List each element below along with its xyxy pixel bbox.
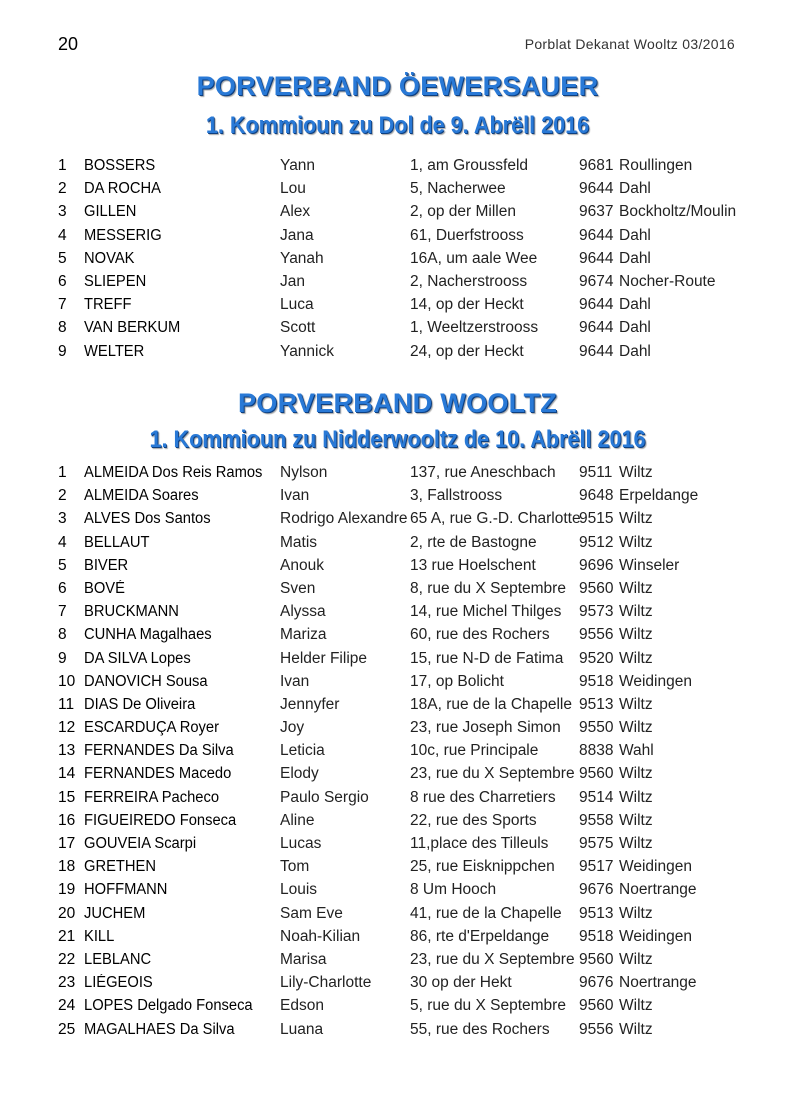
street-address: 5, rue du X Septembre <box>410 997 566 1015</box>
postal-code: 9517 <box>579 858 614 876</box>
first-name: Lucas <box>280 835 322 852</box>
city: Wiltz <box>619 997 653 1015</box>
street-address: 8, rue du X Septembre <box>410 579 566 597</box>
list-item <box>58 556 758 579</box>
last-name: WELTER <box>84 342 145 360</box>
last-name: DA SILVA Lopes <box>84 649 191 667</box>
street-address: 8 Um Hooch <box>410 881 497 899</box>
postal-code: 9513 <box>579 695 614 713</box>
first-name: Leticia <box>280 742 325 760</box>
first-name: Yanah <box>280 249 324 267</box>
postal-code: 9648 <box>579 487 614 505</box>
postal-code: 9511 <box>579 464 613 481</box>
postal-code: 9644 <box>579 319 614 337</box>
city: Wiltz <box>619 950 653 968</box>
last-name: BELLAUT <box>84 533 150 551</box>
last-name: GOUVEIA Scarpi <box>84 835 197 852</box>
row-number: 8 <box>58 626 67 644</box>
city: Noertrange <box>619 881 697 899</box>
first-name: Nylson <box>280 464 328 481</box>
postal-code: 9644 <box>579 180 614 198</box>
first-name: Lou <box>280 180 306 198</box>
section-title-oewersauer: PORVERBAND ÖEWERSAUER <box>196 71 599 101</box>
street-address: 23, rue du X Septembre <box>410 765 575 783</box>
street-address: 5, Nacherwee <box>410 180 506 198</box>
first-name: Sam Eve <box>280 904 343 922</box>
city: Dahl <box>619 226 651 244</box>
last-name: HOFFMANN <box>84 881 168 899</box>
first-name: Aline <box>280 811 315 829</box>
street-address: 14, op der Heckt <box>410 296 524 314</box>
last-name: ALMEIDA Dos Reis Ramos <box>84 464 263 481</box>
first-name: Noah-Kilian <box>280 927 361 945</box>
last-name: BRUCKMANN <box>84 603 179 621</box>
city: Wiltz <box>619 719 653 737</box>
last-name: SLIEPEN <box>84 272 147 290</box>
last-name: DA ROCHA <box>84 180 161 198</box>
first-name: Mariza <box>280 626 327 644</box>
postal-code: 9560 <box>579 950 614 968</box>
postal-code: 9575 <box>579 835 614 852</box>
postal-code: 9550 <box>579 719 614 737</box>
city: Wiltz <box>619 1020 653 1038</box>
street-address: 30 op der Hekt <box>410 974 512 992</box>
list-item <box>58 788 758 811</box>
list-item <box>58 179 758 202</box>
last-name: VAN BERKUM <box>84 319 181 337</box>
postal-code: 9676 <box>579 974 614 992</box>
list-item <box>58 672 758 695</box>
street-address: 1, am Groussfeld <box>410 157 529 174</box>
list-item <box>58 342 758 365</box>
first-name: Marisa <box>280 950 327 968</box>
city: Dahl <box>619 180 651 198</box>
row-number: 9 <box>58 649 67 667</box>
city: Wiltz <box>619 835 653 852</box>
first-name: Jana <box>280 226 314 244</box>
section-subtitle-wooltz: 1. Kommioun zu Nidderwooltz de 10. Abrëll 2016 <box>149 426 646 453</box>
first-name: Alex <box>280 203 311 221</box>
list-item <box>58 718 758 741</box>
row-number: 22 <box>58 950 76 968</box>
street-address: 3, Fallstrooss <box>410 487 503 505</box>
row-number: 14 <box>58 765 76 783</box>
last-name: KILL <box>84 927 115 945</box>
first-name: Ivan <box>280 672 310 690</box>
row-number: 8 <box>58 319 67 337</box>
last-name: LOPES Delgado Fonseca <box>84 997 253 1015</box>
street-address: 2, op der Millen <box>410 203 516 221</box>
city: Wiltz <box>619 811 653 829</box>
street-address: 14, rue Michel Thilges <box>410 603 562 621</box>
row-number: 16 <box>58 811 76 829</box>
postal-code: 9518 <box>579 672 614 690</box>
first-name: Matis <box>280 533 318 551</box>
row-number: 5 <box>58 556 67 574</box>
city: Wiltz <box>619 788 653 806</box>
city: Noertrange <box>619 974 697 992</box>
last-name: DIAS De Oliveira <box>84 695 196 713</box>
street-address: 23, rue Joseph Simon <box>410 719 561 737</box>
postal-code: 9520 <box>579 649 614 667</box>
postal-code: 9644 <box>579 226 614 244</box>
first-name: Tom <box>280 858 310 876</box>
street-address: 60, rue des Rochers <box>410 626 550 644</box>
last-name: LEBLANC <box>84 950 152 968</box>
list-item <box>58 764 758 787</box>
first-name: Luca <box>280 296 314 314</box>
list-item <box>58 602 758 625</box>
last-name: MAGALHAES Da Silva <box>84 1020 235 1038</box>
first-name: Edson <box>280 997 324 1015</box>
row-number: 5 <box>58 249 67 267</box>
first-name: Yannick <box>280 342 334 360</box>
row-number: 24 <box>58 997 76 1015</box>
first-name: Yann <box>280 157 316 174</box>
postal-code: 9518 <box>579 927 614 945</box>
first-name: Helder Filipe <box>280 649 368 667</box>
row-number: 2 <box>58 487 67 505</box>
list-item <box>58 1020 758 1043</box>
section-subtitle-oewersauer: 1. Kommioun zu Dol de 9. Abrëll 2016 <box>205 112 590 139</box>
street-address: 24, op der Heckt <box>410 342 524 360</box>
street-address: 2, rte de Bastogne <box>410 533 537 551</box>
row-number: 18 <box>58 858 76 876</box>
first-name: Alyssa <box>280 603 326 621</box>
last-name: DANOVICH Sousa <box>84 672 208 690</box>
list-item <box>58 996 758 1019</box>
city: Wiltz <box>619 649 653 667</box>
communicants-list-wooltz <box>58 463 758 1043</box>
city: Wiltz <box>619 695 653 713</box>
city: Bockholtz/Moulin <box>619 203 737 221</box>
last-name: ALMEIDA Soares <box>84 487 199 505</box>
list-item <box>58 695 758 718</box>
last-name: TREFF <box>84 296 132 314</box>
street-address: 16A, um aale Wee <box>410 249 538 267</box>
first-name: Lily-Charlotte <box>280 974 372 992</box>
last-name: GRETHEN <box>84 858 157 876</box>
first-name: Elody <box>280 765 319 783</box>
city: Wiltz <box>619 464 653 481</box>
postal-code: 9573 <box>579 603 614 621</box>
city: Dahl <box>619 296 651 314</box>
city: Dahl <box>619 249 651 267</box>
first-name: Rodrigo Alexandre <box>280 510 408 528</box>
list-item <box>58 973 758 996</box>
first-name: Luana <box>280 1020 324 1038</box>
postal-code: 9514 <box>579 788 614 806</box>
street-address: 61, Duerfstrooss <box>410 226 524 244</box>
city: Wiltz <box>619 579 653 597</box>
city: Wahl <box>619 742 654 760</box>
street-address: 13 rue Hoelschent <box>410 556 536 574</box>
list-item <box>58 202 758 225</box>
row-number: 9 <box>58 342 67 360</box>
list-item <box>58 295 758 318</box>
row-number: 20 <box>58 904 76 922</box>
street-address: 25, rue Eisknippchen <box>410 858 555 876</box>
city: Roullingen <box>619 157 693 174</box>
street-address: 10c, rue Principale <box>410 742 539 760</box>
postal-code: 9560 <box>579 997 614 1015</box>
street-address: 86, rte d'Erpeldange <box>410 927 550 945</box>
list-item <box>58 579 758 602</box>
last-name: FERREIRA Pacheco <box>84 788 220 806</box>
last-name: BIVER <box>84 556 129 574</box>
list-item <box>58 904 758 927</box>
city: Wiltz <box>619 904 653 922</box>
row-number: 3 <box>58 510 67 528</box>
postal-code: 9513 <box>579 904 614 922</box>
postal-code: 9560 <box>579 765 614 783</box>
list-item <box>58 927 758 950</box>
last-name: LIÉGEOIS <box>84 974 153 992</box>
last-name: FIGUEIREDO Fonseca <box>84 811 237 829</box>
postal-code: 9644 <box>579 249 614 267</box>
last-name: CUNHA Magalhaes <box>84 626 212 644</box>
postal-code: 9558 <box>579 811 614 829</box>
list-item <box>58 486 758 509</box>
first-name: Jan <box>280 272 305 290</box>
street-address: 137, rue Aneschbach <box>410 464 556 481</box>
last-name: GILLEN <box>84 203 137 221</box>
street-address: 65 A, rue G.-D. Charlotte <box>410 510 581 528</box>
street-address: 8 rue des Charretiers <box>410 788 556 806</box>
list-item <box>58 741 758 764</box>
street-address: 22, rue des Sports <box>410 811 537 829</box>
first-name: Paulo Sergio <box>280 788 369 806</box>
row-number: 1 <box>58 157 67 174</box>
list-item <box>58 156 758 179</box>
street-address: 18A, rue de la Chapelle <box>410 695 573 713</box>
first-name: Ivan <box>280 487 310 505</box>
city: Weidingen <box>619 672 692 690</box>
first-name: Louis <box>280 881 318 899</box>
row-number: 21 <box>58 927 76 945</box>
publication-title: Porblat Dekanat Wooltz 03/2016 <box>524 36 735 52</box>
street-address: 1, Weeltzerstrooss <box>410 319 539 337</box>
last-name: JUCHEM <box>84 904 146 922</box>
postal-code: 9556 <box>579 1020 614 1038</box>
section-title-wooltz: PORVERBAND WOOLTZ <box>237 388 558 418</box>
city: Erpeldange <box>619 487 699 505</box>
last-name: BOVÉ <box>84 579 125 597</box>
last-name: BOSSERS <box>84 157 156 174</box>
first-name: Joy <box>280 719 305 737</box>
postal-code: 9674 <box>579 272 614 290</box>
postal-code: 9560 <box>579 579 614 597</box>
city: Wiltz <box>619 765 653 783</box>
last-name: NOVAK <box>84 249 135 267</box>
street-address: 11,place des Tilleuls <box>410 835 549 852</box>
row-number: 17 <box>58 835 76 852</box>
list-item <box>58 811 758 834</box>
first-name: Jennyfer <box>280 695 340 713</box>
list-item <box>58 272 758 295</box>
postal-code: 9696 <box>579 556 614 574</box>
row-number: 4 <box>58 226 67 244</box>
list-item <box>58 950 758 973</box>
city: Wiltz <box>619 626 653 644</box>
list-item <box>58 533 758 556</box>
row-number: 19 <box>58 881 76 899</box>
street-address: 17, op Bolicht <box>410 672 504 690</box>
first-name: Sven <box>280 579 316 597</box>
street-address: 2, Nacherstrooss <box>410 272 528 290</box>
street-address: 23, rue du X Septembre <box>410 950 575 968</box>
city: Nocher-Route <box>619 272 716 290</box>
city: Dahl <box>619 319 651 337</box>
city: Weidingen <box>619 858 692 876</box>
street-address: 41, rue de la Chapelle <box>410 904 562 922</box>
city: Wiltz <box>619 603 653 621</box>
list-item <box>58 834 758 857</box>
list-item <box>58 649 758 672</box>
row-number: 15 <box>58 788 76 806</box>
city: Wiltz <box>619 533 653 551</box>
row-number: 3 <box>58 203 67 221</box>
postal-code: 9637 <box>579 203 614 221</box>
postal-code: 9512 <box>579 533 614 551</box>
postal-code: 9644 <box>579 342 614 360</box>
last-name: ESCARDUÇA Royer <box>84 719 220 737</box>
list-item <box>58 880 758 903</box>
row-number: 7 <box>58 296 67 314</box>
city: Wiltz <box>619 510 653 528</box>
list-item <box>58 249 758 272</box>
city: Dahl <box>619 342 651 360</box>
row-number: 11 <box>58 695 75 713</box>
communicants-list-oewersauer <box>58 156 758 365</box>
last-name: FERNANDES Macedo <box>84 765 232 783</box>
row-number: 7 <box>58 603 67 621</box>
list-item <box>58 318 758 341</box>
row-number: 12 <box>58 719 76 737</box>
last-name: FERNANDES Da Silva <box>84 742 234 760</box>
row-number: 4 <box>58 533 67 551</box>
postal-code: 8838 <box>579 742 614 760</box>
row-number: 2 <box>58 180 67 198</box>
list-item <box>58 509 758 532</box>
list-item <box>58 625 758 648</box>
page-number: 20 <box>58 34 79 54</box>
row-number: 13 <box>58 742 76 760</box>
postal-code: 9644 <box>579 296 614 314</box>
row-number: 10 <box>58 672 76 690</box>
first-name: Anouk <box>280 556 324 574</box>
first-name: Scott <box>280 319 316 337</box>
list-item <box>58 226 758 249</box>
row-number: 25 <box>58 1020 76 1038</box>
last-name: ALVES Dos Santos <box>84 510 211 528</box>
postal-code: 9515 <box>579 510 614 528</box>
postal-code: 9556 <box>579 626 614 644</box>
row-number: 6 <box>58 579 67 597</box>
city: Winseler <box>619 556 680 574</box>
city: Weidingen <box>619 927 692 945</box>
page-header <box>58 30 735 56</box>
list-item <box>58 857 758 880</box>
list-item <box>58 463 758 486</box>
street-address: 55, rue des Rochers <box>410 1020 550 1038</box>
street-address: 15, rue N-D de Fatima <box>410 649 564 667</box>
row-number: 23 <box>58 974 76 992</box>
row-number: 1 <box>58 464 67 481</box>
last-name: MESSERIG <box>84 226 162 244</box>
row-number: 6 <box>58 272 67 290</box>
postal-code: 9676 <box>579 881 614 899</box>
postal-code: 9681 <box>579 157 614 174</box>
